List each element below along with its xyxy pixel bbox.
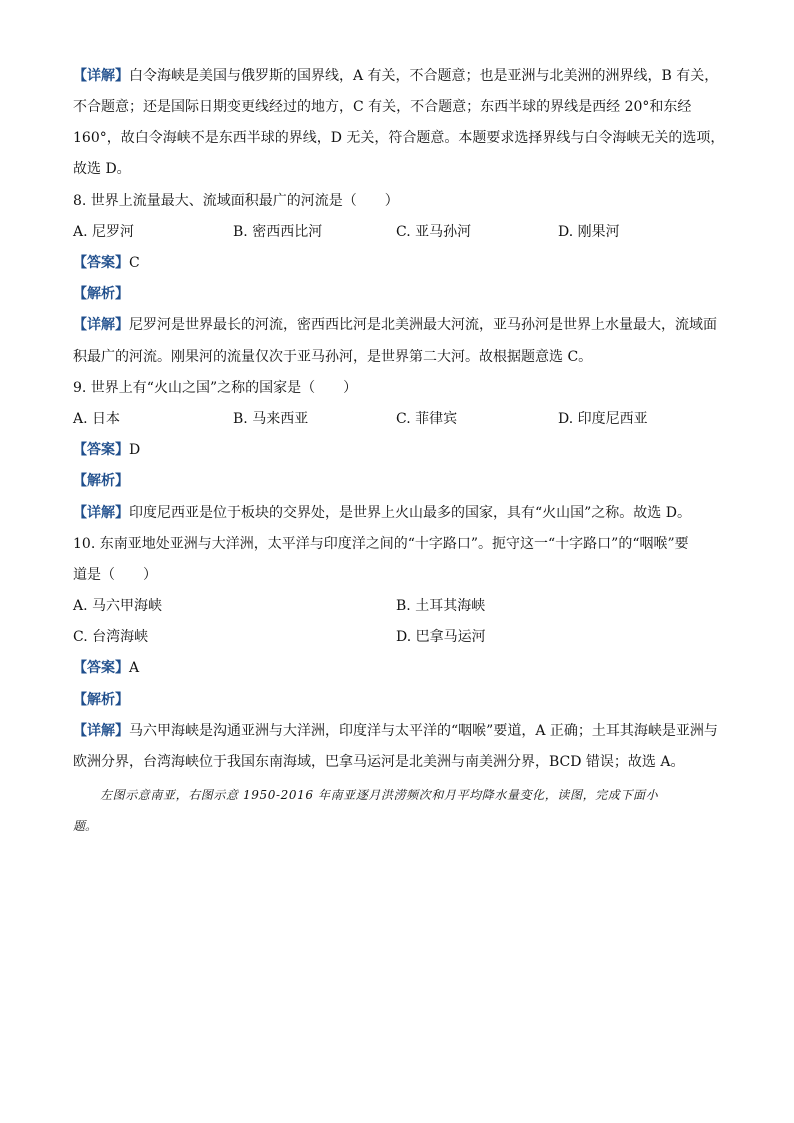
q10-option-d: D. 巴拿马运河 bbox=[396, 629, 486, 645]
q9-option-a: A. 日本 bbox=[73, 411, 121, 427]
q7-detail-line-1: 【详解】白令海峡是美国与俄罗斯的国界线，A 有关，不合题意；也是亚洲与北美洲的洲界线，B 有关， bbox=[73, 68, 719, 84]
q7-detail-line-4: 故选 D。 bbox=[73, 161, 131, 177]
q8-option-d: D. 刚果河 bbox=[558, 224, 620, 240]
q10-answer: 【答案】A bbox=[73, 660, 140, 676]
q7-detail-line-2: 不合题意；还是国际日期变更线经过的地方，C 有关，不合题意；东西半球的界线是西经 20°和东经 bbox=[73, 99, 692, 115]
detail-tag: 【详解】 bbox=[73, 68, 129, 84]
q10-option-b: B. 土耳其海峡 bbox=[396, 598, 486, 614]
q8-option-b: B. 密西西比河 bbox=[233, 224, 323, 240]
q9-answer: 【答案】D bbox=[73, 442, 141, 458]
q8-answer: 【答案】C bbox=[73, 255, 140, 271]
q10-question-line-2: 道是（ ） bbox=[73, 567, 157, 583]
q9-analysis-heading: 【解析】 bbox=[73, 473, 129, 489]
q8-detail-line-1: 【详解】尼罗河是世界最长的河流，密西西比河是北美洲最大河流，亚马孙河是世界上水量最大，流域面 bbox=[73, 317, 717, 333]
q9-option-c: C. 菲律宾 bbox=[396, 411, 458, 427]
section-intro-line-2: 题。 bbox=[73, 819, 98, 833]
section-intro-line-1: 左图示意南亚，右图示意 1950-2016 年南亚逐月洪涝频次和月平均降水量变化，读图，完成下面小 bbox=[100, 788, 659, 802]
q9-question: 9. 世界上有“火山之国”之称的国家是（ ） bbox=[73, 380, 358, 396]
q10-analysis-heading: 【解析】 bbox=[73, 692, 129, 708]
q9-detail-line-1: 【详解】印度尼西亚是位于板块的交界处，是世界上火山最多的国家，具有“火山国”之称。故选 D。 bbox=[73, 505, 691, 521]
q10-detail-line-2: 欧洲分界，台湾海峡位于我国东南海域，巴拿马运河是北美洲与南美洲分界，BCD 错误；故选 A。 bbox=[73, 754, 685, 770]
q10-question-line-1: 10. 东南亚地处亚洲与大洋洲，太平洋与印度洋之间的“十字路口”。扼守这一“十字路口”的“咽喉”要 bbox=[73, 536, 689, 552]
q8-question: 8. 世界上流量最大、流域面积最广的河流是（ ） bbox=[73, 193, 399, 209]
q7-detail-line-3: 160°，故白令海峡不是东西半球的界线，D 无关，符合题意。本题要求选择界线与白令海峡无关的选项， bbox=[73, 130, 725, 146]
q10-detail-line-1: 【详解】马六甲海峡是沟通亚洲与大洋洲，印度洋与太平洋的“咽喉”要道，A 正确；土耳其海峡是亚洲与 bbox=[73, 723, 718, 739]
q10-option-a: A. 马六甲海峡 bbox=[73, 598, 163, 614]
q8-option-c: C. 亚马孙河 bbox=[396, 224, 472, 240]
q8-analysis-heading: 【解析】 bbox=[73, 286, 129, 302]
q8-detail-line-2: 积最广的河流。刚果河的流量仅次于亚马孙河，是世界第二大河。故根据题意选 C。 bbox=[73, 349, 593, 365]
q8-option-a: A. 尼罗河 bbox=[73, 224, 135, 240]
q9-option-d: D. 印度尼西亚 bbox=[558, 411, 648, 427]
q10-option-c: C. 台湾海峡 bbox=[73, 629, 149, 645]
q9-option-b: B. 马来西亚 bbox=[233, 411, 309, 427]
